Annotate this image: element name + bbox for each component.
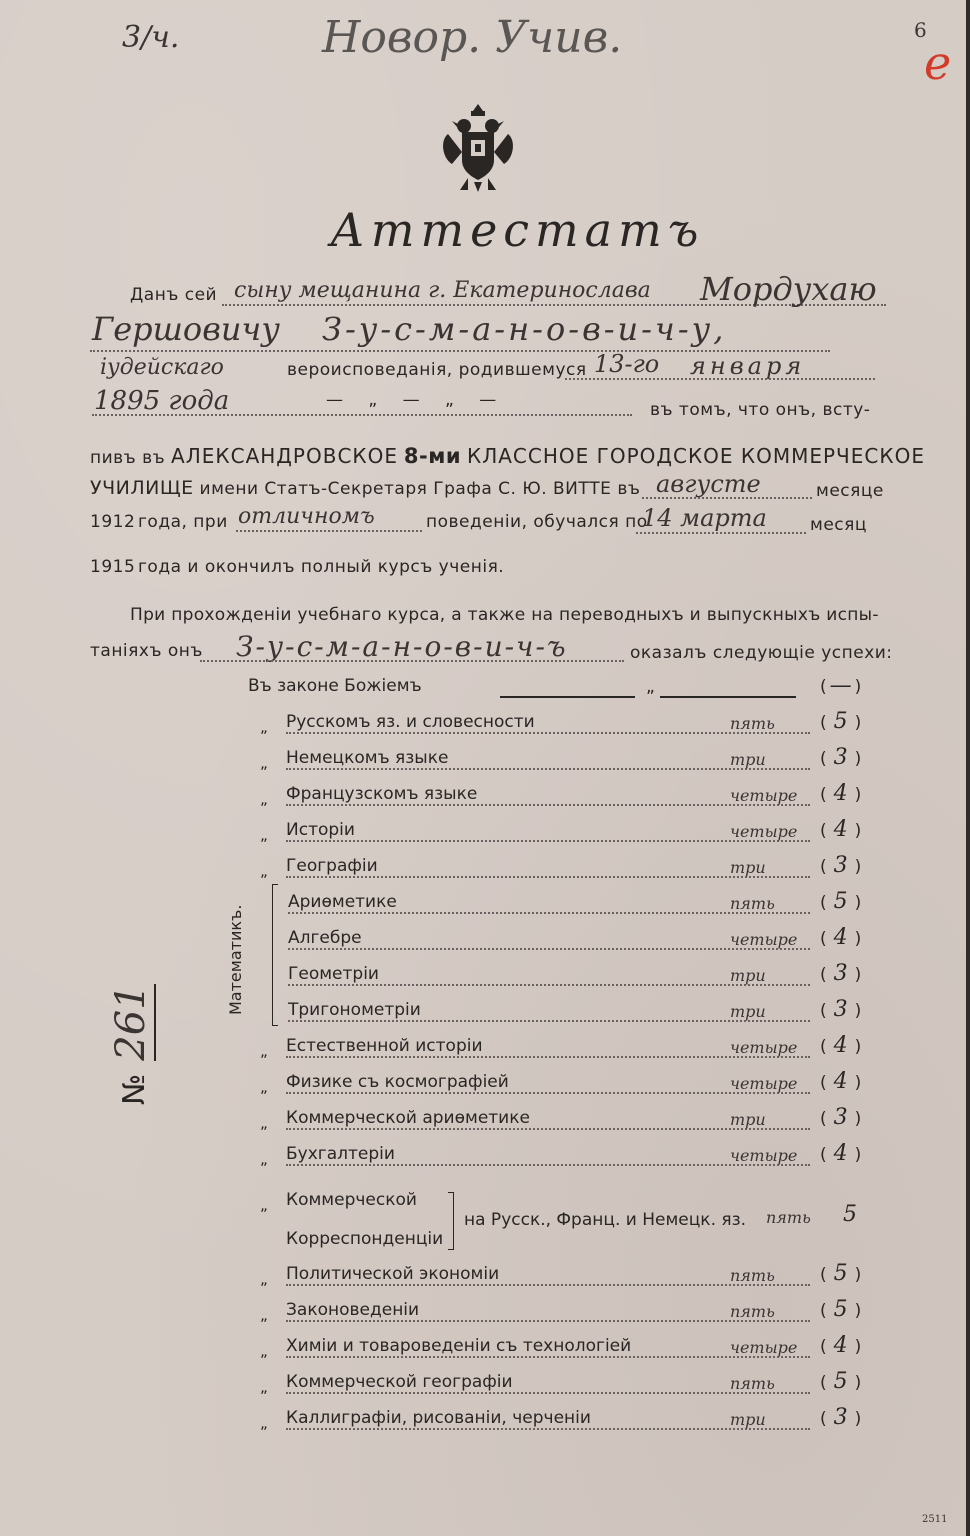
row-bullet: „ <box>260 1196 268 1214</box>
grade-word: пять <box>730 714 775 733</box>
paren: ( <box>820 893 827 913</box>
grade-subject: Географіи <box>286 856 378 876</box>
fill-line <box>565 378 875 380</box>
row-bullet: „ <box>260 1306 268 1324</box>
grade-word: три <box>730 1410 766 1429</box>
paren: ( <box>820 677 827 697</box>
paren: ( <box>820 785 827 805</box>
grade-word: пять <box>730 1374 775 1393</box>
grade-word: четыре <box>730 1074 798 1093</box>
paren: ) <box>854 1301 862 1321</box>
exam-line-2b: оказалъ следующіе успехи: <box>630 643 893 663</box>
paren: ) <box>854 677 862 697</box>
conduct: отличномъ <box>238 504 375 529</box>
grade-mark-cell <box>820 1333 861 1358</box>
grade-mark-cell <box>820 1405 861 1430</box>
grade-subject: Каллиграфіи, рисованіи, черченіи <box>286 1408 591 1428</box>
birth-day: 13-го <box>594 350 660 378</box>
paren: ) <box>854 965 862 985</box>
paren: ) <box>854 893 862 913</box>
grade-subject: Химіи и товароведеніи съ технологіей <box>286 1336 632 1356</box>
grade-mark: 3 <box>833 853 848 878</box>
row-bullet: „ <box>260 790 268 808</box>
grade-subject: Коммерческой географіи <box>286 1372 513 1392</box>
double-headed-eagle-icon <box>438 100 518 196</box>
dan-label: Данъ сей <box>130 285 218 305</box>
school-name-a: АЛЕКСАНДРОВСКОЕ <box>171 444 398 468</box>
exam-line-2a: таніяхъ онъ <box>90 641 203 661</box>
grade-mark: 3 <box>833 745 848 770</box>
grade-mark: 4 <box>833 781 848 806</box>
that-he-text: въ томъ, что онъ, всту- <box>650 400 871 420</box>
correspondence-line-2: Корреспонденціи <box>286 1229 444 1249</box>
page-number: 6 <box>914 18 927 42</box>
grade-word: три <box>730 750 766 769</box>
first-name: Мордухаю <box>700 270 877 308</box>
paren: ) <box>854 713 862 733</box>
grade-mark-cell <box>820 853 861 878</box>
paren: ) <box>854 821 862 841</box>
birth-month: января <box>690 352 806 380</box>
paren: ( <box>820 1001 827 1021</box>
grade-mark: 4 <box>833 1033 848 1058</box>
grade-mark-cell <box>820 1297 861 1322</box>
grade-mark-cell <box>820 925 861 950</box>
school-name-c: КЛАССНОЕ ГОРОДСКОЕ КОММЕРЧЕСКОЕ <box>467 444 925 468</box>
grade-mark: 4 <box>833 925 848 950</box>
paren: ) <box>854 929 862 949</box>
exam-line-1: При прохожденіи учебнаго курса, а также на переводныхъ и выпускныхъ испы- <box>130 605 879 625</box>
entry-year: 1912 <box>90 512 136 532</box>
grade-mark: 3 <box>833 1105 848 1130</box>
grade-subject: Немецкомъ языке <box>286 748 449 768</box>
paren: ( <box>820 857 827 877</box>
grade-word: четыре <box>730 1038 798 1057</box>
row-bullet: „ <box>260 1150 268 1168</box>
row-bullet: „ <box>260 1042 268 1060</box>
grade-mark-cell <box>820 1261 861 1286</box>
dash-marks: — „ — „ — <box>326 390 507 410</box>
grade-mark-cell <box>820 1069 861 1094</box>
paren: ) <box>854 1337 862 1357</box>
fill-line <box>200 660 624 662</box>
grade-mark: 3 <box>833 1405 848 1430</box>
grade-mark-cell <box>820 1141 861 1166</box>
paren: ( <box>820 1409 827 1429</box>
grade-mark: 4 <box>833 1141 848 1166</box>
grade-mark-cell <box>820 1105 861 1130</box>
paren: ( <box>820 1301 827 1321</box>
end-date: 14 марта <box>642 504 767 532</box>
grade-mark-cell <box>820 781 861 806</box>
paren: ) <box>854 1265 862 1285</box>
paren: ( <box>820 713 827 733</box>
grade-subject: Геометріи <box>288 964 379 984</box>
line3b: имени Статъ-Секретаря Графа С. Ю. ВИТТЕ <box>199 479 612 499</box>
paren: ( <box>820 821 827 841</box>
fill-line <box>500 696 635 698</box>
grade-word: четыре <box>730 786 798 805</box>
correspondence-languages: на Русск., Франц. и Немецк. яз. <box>464 1210 747 1230</box>
grade-mark-cell <box>820 997 861 1022</box>
paren: ) <box>854 1073 862 1093</box>
birth-year: 1895 года <box>94 386 230 416</box>
archive-note: Новор. Учив. <box>322 12 623 63</box>
paren: ( <box>820 1037 827 1057</box>
grade-word: три <box>730 858 766 877</box>
month-word: месяце <box>816 481 884 501</box>
grade-subject: Алгебре <box>288 928 362 948</box>
grade-word: четыре <box>730 930 798 949</box>
grade-word: три <box>730 1002 766 1021</box>
grade-word: четыре <box>730 1146 798 1165</box>
fill-line <box>636 532 806 534</box>
school-name-b: 8-ми <box>403 444 462 468</box>
entry-month: августе <box>656 470 761 498</box>
grade-mark-cell <box>820 709 861 734</box>
fill-line <box>642 497 812 499</box>
grade-mark: 5 <box>833 1297 848 1322</box>
paren: ( <box>820 1337 827 1357</box>
grade-mark: 4 <box>833 817 848 842</box>
math-group-label: Математикъ. <box>226 904 245 1015</box>
year-word: года, при <box>138 512 228 532</box>
grade-word: три <box>730 1110 766 1129</box>
corner-stamp: 2511 <box>922 1514 948 1525</box>
paren: ) <box>854 1373 862 1393</box>
grade-word: четыре <box>730 1338 798 1357</box>
paren: ( <box>820 749 827 769</box>
end-year: 1915 <box>90 557 136 577</box>
fill-line <box>660 696 796 698</box>
row-bullet: „ <box>260 1414 268 1432</box>
row-bullet: „ <box>260 1270 268 1288</box>
row-bullet: „ <box>260 718 268 736</box>
paren: ) <box>854 749 862 769</box>
row-bullet: „ <box>260 826 268 844</box>
number-value: 261 <box>108 984 154 1061</box>
row-bullet: „ <box>260 1114 268 1132</box>
paren: ( <box>820 1145 827 1165</box>
grade-subject: Политической экономіи <box>286 1264 500 1284</box>
row-bullet: „ <box>260 754 268 772</box>
paren: ( <box>820 965 827 985</box>
grade-mark: 4 <box>833 1333 848 1358</box>
red-mark: е <box>924 36 952 90</box>
grade-mark: 3 <box>833 997 848 1022</box>
grade-subject: Тригонометріи <box>288 1000 421 1020</box>
line2a: пивъ въ <box>90 448 166 468</box>
grade-mark-cell <box>820 745 861 770</box>
studied-text: поведеніи, обучался по <box>426 512 648 532</box>
fill-line <box>236 530 422 532</box>
correspondence-word: пять <box>766 1208 811 1227</box>
paren: ) <box>854 1145 862 1165</box>
grade-word: пять <box>730 1266 775 1285</box>
registration-number <box>108 984 154 1105</box>
grade-mark-cell <box>820 673 861 698</box>
line3c: въ <box>617 479 641 499</box>
surname: З-у-с-м-а-н-о-в-и-ч-у, <box>322 310 727 348</box>
paren: ) <box>854 1037 862 1057</box>
grade-mark: 5 <box>833 1261 848 1286</box>
row-bullet: „ <box>260 1342 268 1360</box>
grade-subject: Исторіи <box>286 820 355 840</box>
paren: ) <box>854 857 862 877</box>
fraction-note: 3/ч. <box>122 20 180 55</box>
finished-text: года и окончилъ полный курсъ ученія. <box>138 557 505 577</box>
grade-word: пять <box>730 894 775 913</box>
grade-subject: Коммерческой ариѳметике <box>286 1108 530 1128</box>
paren: ( <box>820 1373 827 1393</box>
number-label: № <box>117 1073 152 1105</box>
month-word-2: месяц <box>810 515 867 535</box>
grade-subject: Ариѳметике <box>288 892 397 912</box>
paren: ( <box>820 929 827 949</box>
math-brace <box>272 884 278 1026</box>
correspondence-brace <box>448 1192 454 1250</box>
paren: ) <box>854 1409 862 1429</box>
grade-mark: 4 <box>833 1069 848 1094</box>
faith: іудейскаго <box>100 355 224 380</box>
grade-word: пять <box>730 1302 775 1321</box>
grade-mark-cell <box>820 1033 861 1058</box>
grade-mark: — <box>829 673 852 698</box>
row-bullet: „ <box>260 1378 268 1396</box>
grade-mark: 5 <box>833 889 848 914</box>
correspondence-mark: 5 <box>843 1202 857 1227</box>
ditto-mark: „ <box>646 677 656 697</box>
correspondence-line-1: Коммерческой <box>286 1190 417 1210</box>
recipient-status: сыну мещанина г. Екатеринослава <box>234 278 651 303</box>
row-bullet: „ <box>260 1078 268 1096</box>
grade-mark: 5 <box>833 1369 848 1394</box>
grade-subject: Естественной исторіи <box>286 1036 483 1056</box>
row-bullet: „ <box>260 862 268 880</box>
grade-mark-cell <box>820 1369 861 1394</box>
document-title: Аттестатъ <box>330 203 705 257</box>
paren: ) <box>854 785 862 805</box>
faith-label: вероисповеданія, родившемуся <box>287 360 587 380</box>
grade-word: три <box>730 966 766 985</box>
paren: ( <box>820 1109 827 1129</box>
paren: ( <box>820 1073 827 1093</box>
grade-subject: Въ законе Божіемъ <box>248 676 422 696</box>
grade-subject: Французскомъ языке <box>286 784 478 804</box>
grade-subject: Бухгалтеріи <box>286 1144 395 1164</box>
paren: ) <box>854 1001 862 1021</box>
grade-subject: Русскомъ яз. и словесности <box>286 712 535 732</box>
exam-surname: З-у-с-м-а-н-о-в-и-ч-ъ <box>236 630 568 663</box>
fill-line <box>92 414 632 416</box>
paren: ( <box>820 1265 827 1285</box>
grade-mark-cell <box>820 889 861 914</box>
grade-mark-cell <box>820 817 861 842</box>
grade-word: четыре <box>730 822 798 841</box>
grade-subject: Физике съ космографіей <box>286 1072 509 1092</box>
grade-mark: 5 <box>833 709 848 734</box>
patronymic: Гершовичу <box>92 310 280 348</box>
line3a: УЧИЛИЩЕ <box>90 477 194 499</box>
paren: ) <box>854 1109 862 1129</box>
grade-subject: Законоведеніи <box>286 1300 420 1320</box>
grade-mark-cell <box>820 961 861 986</box>
grade-mark: 3 <box>833 961 848 986</box>
